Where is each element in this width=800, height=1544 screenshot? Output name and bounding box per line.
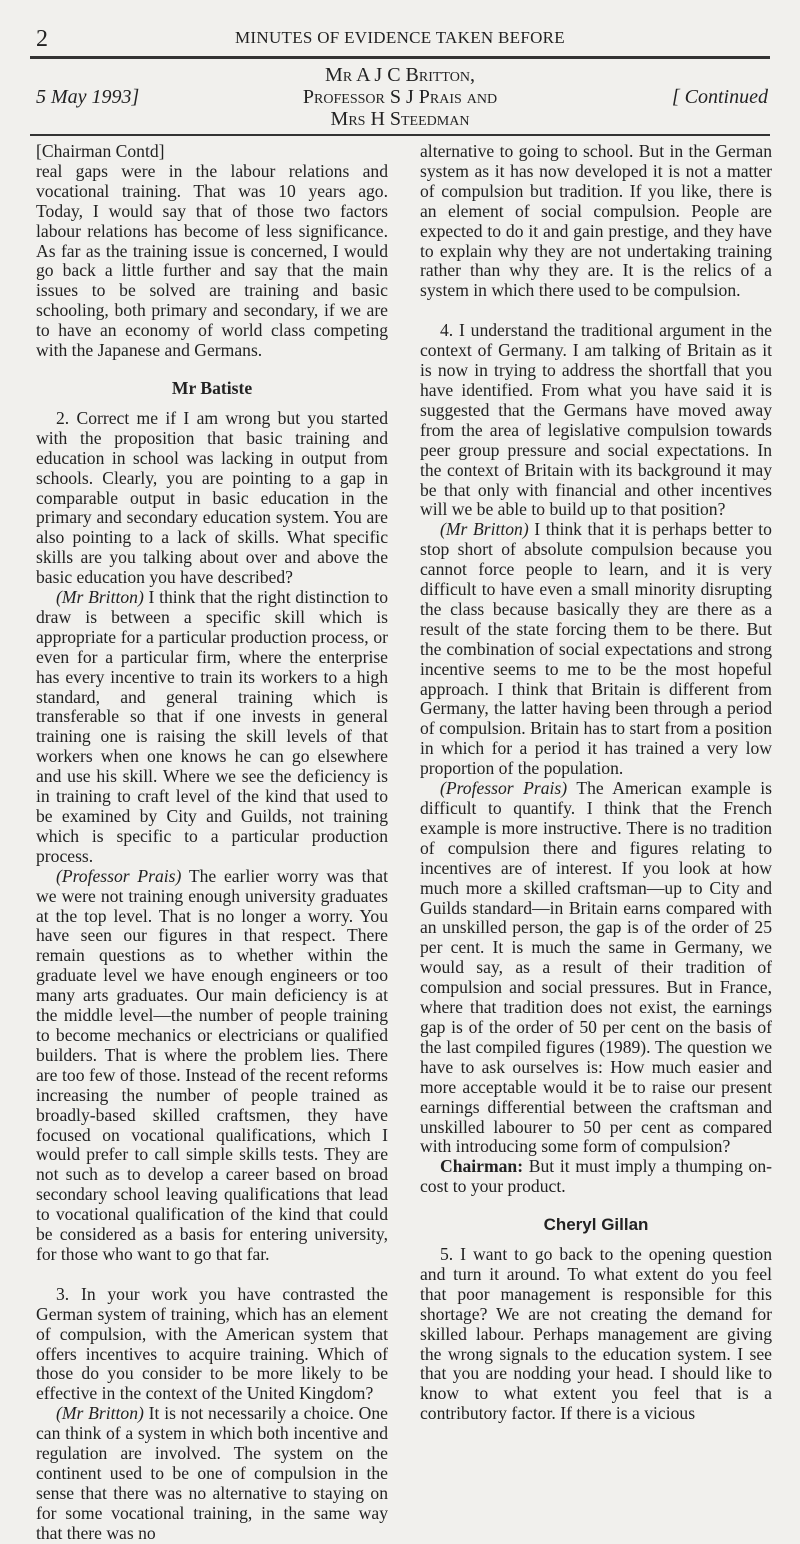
question-2: 2. Correct me if I am wrong but you started with the proposition that basic training and education in school was lacking in output from schools. Clearly, you are pointing to a gap in comparable output in basic education in the primary and secondary education system. You are also pointing to a lack of skills. What specific skills are you talking about over and above the basic education you have described? <box>36 407 388 588</box>
witness-line-2: Professor S J Prais and <box>302 86 498 108</box>
answer-speaker: (Mr Britton) <box>56 587 144 608</box>
chairman-remark <box>420 1157 772 1197</box>
question-4: 4. I understand the traditional argument in the context of Germany. I am talking of Britain as it is now in trying to address the shortfall that you have identified. From what you have said it is suggested that the Germans have moved away from the area of legislative compulsion towards peer group pressure and social expectations. In the context of Britain with its background it may be that only with financial and other incentives will we be able to build up to that position? <box>420 320 772 520</box>
answer-2-prais <box>36 867 388 1265</box>
answer-text: I think that it is perhaps better to stop short of absolute compulsion because you cannot force people to learn, and it is very difficult to have even a small minority disrupting the class because basically they are there as a result of the state forcing them to be there. But the combination of social expectations and strong incentive seems to me to be the most hopeful approach. I think that Britain is different from Germany, the latter having been through a period of compulsion. Britain has to start from a position in which for a period it has trained a very low proportion of the population. <box>420 519 772 779</box>
witness-line-3: Mrs H Steedman <box>330 108 470 130</box>
session-date: 5 May 1993] <box>36 86 140 108</box>
question-3: 3. In your work you have contrasted the German system of training, which has an element of compulsion, with the American system that offers incentives to acquire training. Which of those do you consider to be more likely to be effective in the context of the United Kingdom? <box>36 1283 388 1404</box>
answer-2-britton <box>36 588 388 867</box>
running-title: MINUTES OF EVIDENCE TAKEN BEFORE <box>235 28 565 47</box>
answer-4-britton <box>420 520 772 779</box>
paragraph-continued: alternative to going to school. But in the German system as it has now developed it is not a matter of compulsion but tradition. If you like, there is an element of social compulsion. People are expected to do it and gain prestige, and they have to explain why they are not undertaking training rather than why they are. It is the relics of a system in which there used to be compulsion. <box>420 141 772 301</box>
answer-3-britton <box>36 1404 388 1543</box>
continued-label: [ Continued <box>671 86 768 108</box>
speaker-heading-batiste: Mr Batiste <box>171 377 253 398</box>
chairman-text: But it must imply a thumping on-cost to your product. <box>420 1156 772 1197</box>
answer-speaker: (Professor Prais) <box>56 865 182 886</box>
right-column <box>420 142 772 1424</box>
speaker-heading-gillan: Cheryl Gillan <box>543 1215 649 1235</box>
page-number: 2 <box>36 26 48 52</box>
answer-speaker: (Mr Britton) <box>56 1403 144 1424</box>
header-rule-bottom <box>30 134 770 136</box>
answer-text: I think that the right distinction to draw is between a specific skill which is appropriate for a particular production process, or even for a particular firm, where the enterprise has every incentive to train its workers to a high standard, and general training which is transferable so that if one invests in general training one is raising the skill levels of that workers when one knows he can go elsewhere and use his skill. Where we see the deficiency is in training to craft level of the kind that used to be examined by City and Guilds, not training which is specific to a particular production process. <box>36 587 388 866</box>
answer-text: It is not necessarily a choice. One can think of a system in which both incentive and regulation are involved. The system on the continent used to be one of compulsion in the sense that there was no alternative to staying on for some vocational training, in the same way that there was no <box>36 1403 388 1543</box>
answer-speaker: (Mr Britton) <box>440 519 529 540</box>
witness-line-1: Mr A J C Britton, <box>325 64 475 86</box>
header-rule-top <box>30 56 770 59</box>
paragraph-intro: real gaps were in the labour relations and vocational training. That was 10 years ago. Today, I would say that of those two factors labour relations has become of less significance. As far as the training issue is concerned, I would go back a little further and say that the main issues to be solved are training and basic schooling, both primary and secondary, if we are to have an economy of world class competing with the Japanese and Germans. <box>36 160 388 361</box>
answer-text: The earlier worry was that we were not training enough university graduates at the top level. That is no longer a worry. You have seen our figures in that respect. There remain questions as to whether within the graduate level we have enough engineers or too many arts graduates. Our main deficiency is at the middle level—the number of people training to become mechanics or electricians or qualified builders. That is where the problem lies. There are too few of those. Instead of the recent reforms increasing the number of people trained as broadly-based skilled craftsmen, they have focused on vocational qualifications, which I would prefer to call simple skills tests. They are not such as to develop a career based on broad secondary school leaving qualifications that lead to vocational qualification of the kind that could be considered as a basis for entering university, for those who want to go that far. <box>36 865 389 1264</box>
chairman-label: Chairman: <box>440 1156 524 1177</box>
answer-speaker: (Professor Prais) <box>440 778 568 799</box>
left-column <box>36 142 388 1544</box>
answer-4-prais <box>420 779 772 1157</box>
question-5: 5. I want to go back to the opening question and turn it around. To what extent do you feel that poor management is responsible for this shortage? We are not creating the demand for skilled labour. Perhaps management are giving the wrong signals to the education system. I see that you are nodding your head. I should like to know to what extent you feel that is a contributory factor. If there is a vicious <box>420 1244 772 1424</box>
answer-text: The American example is difficult to quantify. I think that the French example is more instructive. There is no tradition of compulsion there and figures relating to incentives are of interest. If you look at how much more a skilled craftsman—up to City and Guilds standard—in Britain earns compared with an unskilled person, the gap is of the order of 25 per cent. It is much the same in Germany, we would say, as a result of their tradition of compulsion and social pressures. But in France, where that tradition does not exist, the earnings gap is of the order of 50 per cent on the basis of the last compiled figures (1989). The question we have to ask ourselves is: How much easier and more acceptable would it be to raise our present earnings differential between the craftsman and unskilled labourer to 50 per cent as compared with introducing some form of compulsion? <box>420 778 772 1157</box>
chairman-contd-label: [Chairman Contd] <box>36 141 165 161</box>
